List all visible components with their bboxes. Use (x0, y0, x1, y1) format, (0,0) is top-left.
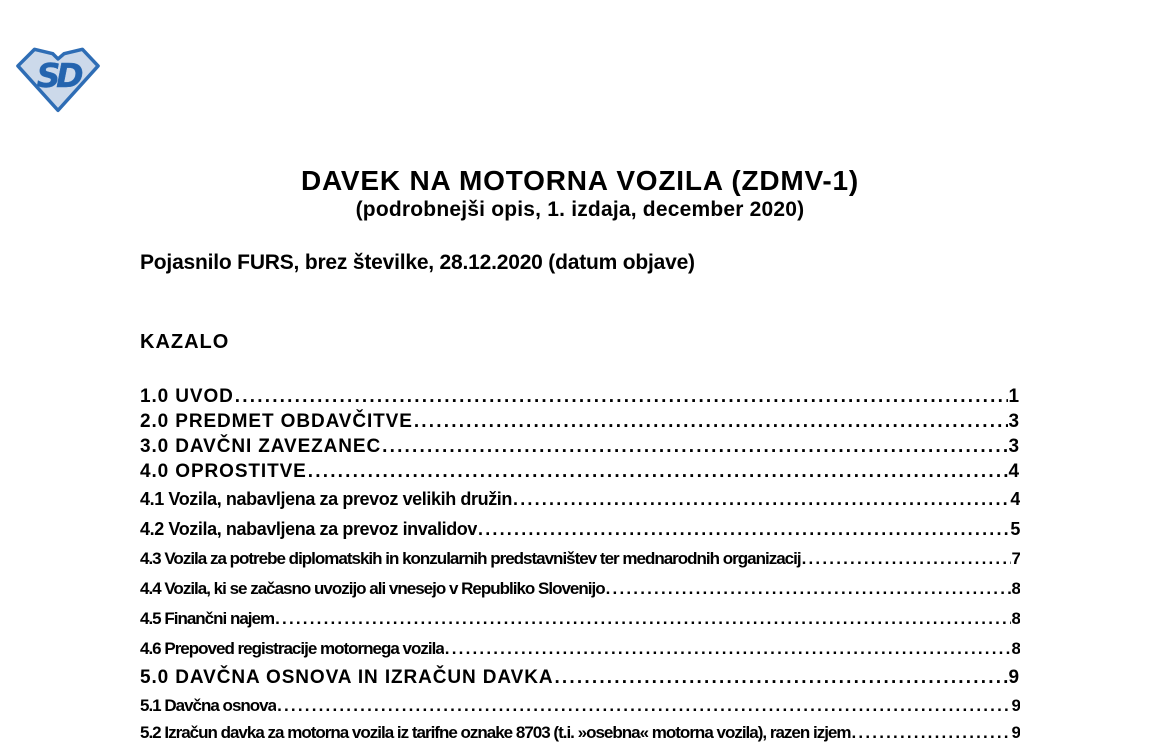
toc-page-number: 7 (1011, 549, 1020, 568)
toc-entry-label: 3.0 DAVČNI ZAVEZANEC (140, 436, 382, 457)
reference-line: Pojasnilo FURS, brez številke, 28.12.2020 (datum objave) (140, 251, 695, 274)
toc-dot-leader (606, 574, 1011, 604)
toc-dot-leader (478, 514, 1009, 544)
toc-row (140, 719, 1020, 743)
toc-row (140, 604, 1020, 634)
toc-page-number: 5 (1010, 519, 1020, 539)
toc-page-number: 8 (1011, 639, 1020, 658)
toc-page-number: 1 (1008, 386, 1020, 407)
toc-row (140, 459, 1020, 484)
sd-logo-letters: SD (36, 55, 80, 95)
toc-dot-leader (308, 459, 1008, 484)
toc-page-number: 3 (1008, 436, 1020, 457)
toc-row (140, 409, 1020, 434)
toc-entry-label: 4.2 Vozila, nabavljena za prevoz invalidov (140, 519, 477, 539)
toc-page-number: 4 (1010, 489, 1020, 509)
toc-dot-leader (414, 409, 1008, 434)
toc-row (140, 664, 1020, 692)
toc-row (140, 484, 1020, 514)
toc-row (140, 692, 1020, 719)
toc-dot-leader (445, 634, 1011, 664)
toc-row (140, 544, 1020, 574)
toc-dot-leader (554, 664, 1007, 692)
document-subtitle: (podrobnejši opis, 1. izdaja, december 2020) (355, 198, 805, 221)
toc-dot-leader (382, 434, 1007, 459)
toc-entry-label: 5.1 Davčna osnova (140, 696, 277, 715)
toc-entry-label: 4.1 Vozila, nabavljena za prevoz velikih družin (140, 489, 512, 509)
toc-entry-label: 5.2 Izračun davka za motorna vozila iz tarifne oznake 8703 (t.i. »osebna« motorna vozila), razen izjem (140, 723, 851, 742)
document-title: DAVEK NA MOTORNA VOZILA (ZDMV-1) (300, 165, 860, 196)
sd-diamond-logo (14, 45, 102, 113)
toc-entry-label: 4.4 Vozila, ki se začasno uvozijo ali vnesejo v Republiko Slovenijo (140, 579, 605, 598)
toc-page-number: 8 (1011, 579, 1020, 598)
toc-page-number: 3 (1008, 411, 1020, 432)
toc-page-number: 4 (1008, 461, 1020, 482)
toc-dot-leader (852, 719, 1011, 743)
toc-entry-label: 4.0 OPROSTITVE (140, 461, 307, 482)
toc-dot-leader (513, 484, 1009, 514)
toc-page-number: 9 (1011, 696, 1020, 715)
title-block (140, 165, 1020, 223)
toc-row (140, 574, 1020, 604)
toc-row (140, 634, 1020, 664)
toc-row (140, 384, 1020, 409)
toc-dot-leader (802, 544, 1011, 574)
toc-row (140, 514, 1020, 544)
toc-entry-label: 4.6 Prepoved registracije motornega vozila (140, 639, 444, 658)
toc-dot-leader (275, 604, 1010, 634)
toc-page-number: 8 (1011, 609, 1020, 628)
toc-dot-leader (235, 384, 1008, 409)
toc-entry-label: 4.5 Finančni najem (140, 609, 275, 628)
table-of-contents (140, 384, 1020, 743)
toc-entry-label: 2.0 PREDMET OBDAVČITVE (140, 411, 413, 432)
toc-page-number: 9 (1008, 667, 1020, 688)
toc-row (140, 434, 1020, 459)
toc-entry-label: 4.3 Vozila za potrebe diplomatskih in konzularnih predstavništev ter mednarodnih organizacij (140, 549, 801, 568)
toc-entry-label: 5.0 DAVČNA OSNOVA IN IZRAČUN DAVKA (140, 667, 554, 688)
toc-heading: KAZALO (140, 331, 230, 353)
toc-dot-leader (277, 692, 1010, 719)
toc-page-number: 9 (1011, 723, 1020, 742)
toc-entry-label: 1.0 UVOD (140, 386, 234, 407)
